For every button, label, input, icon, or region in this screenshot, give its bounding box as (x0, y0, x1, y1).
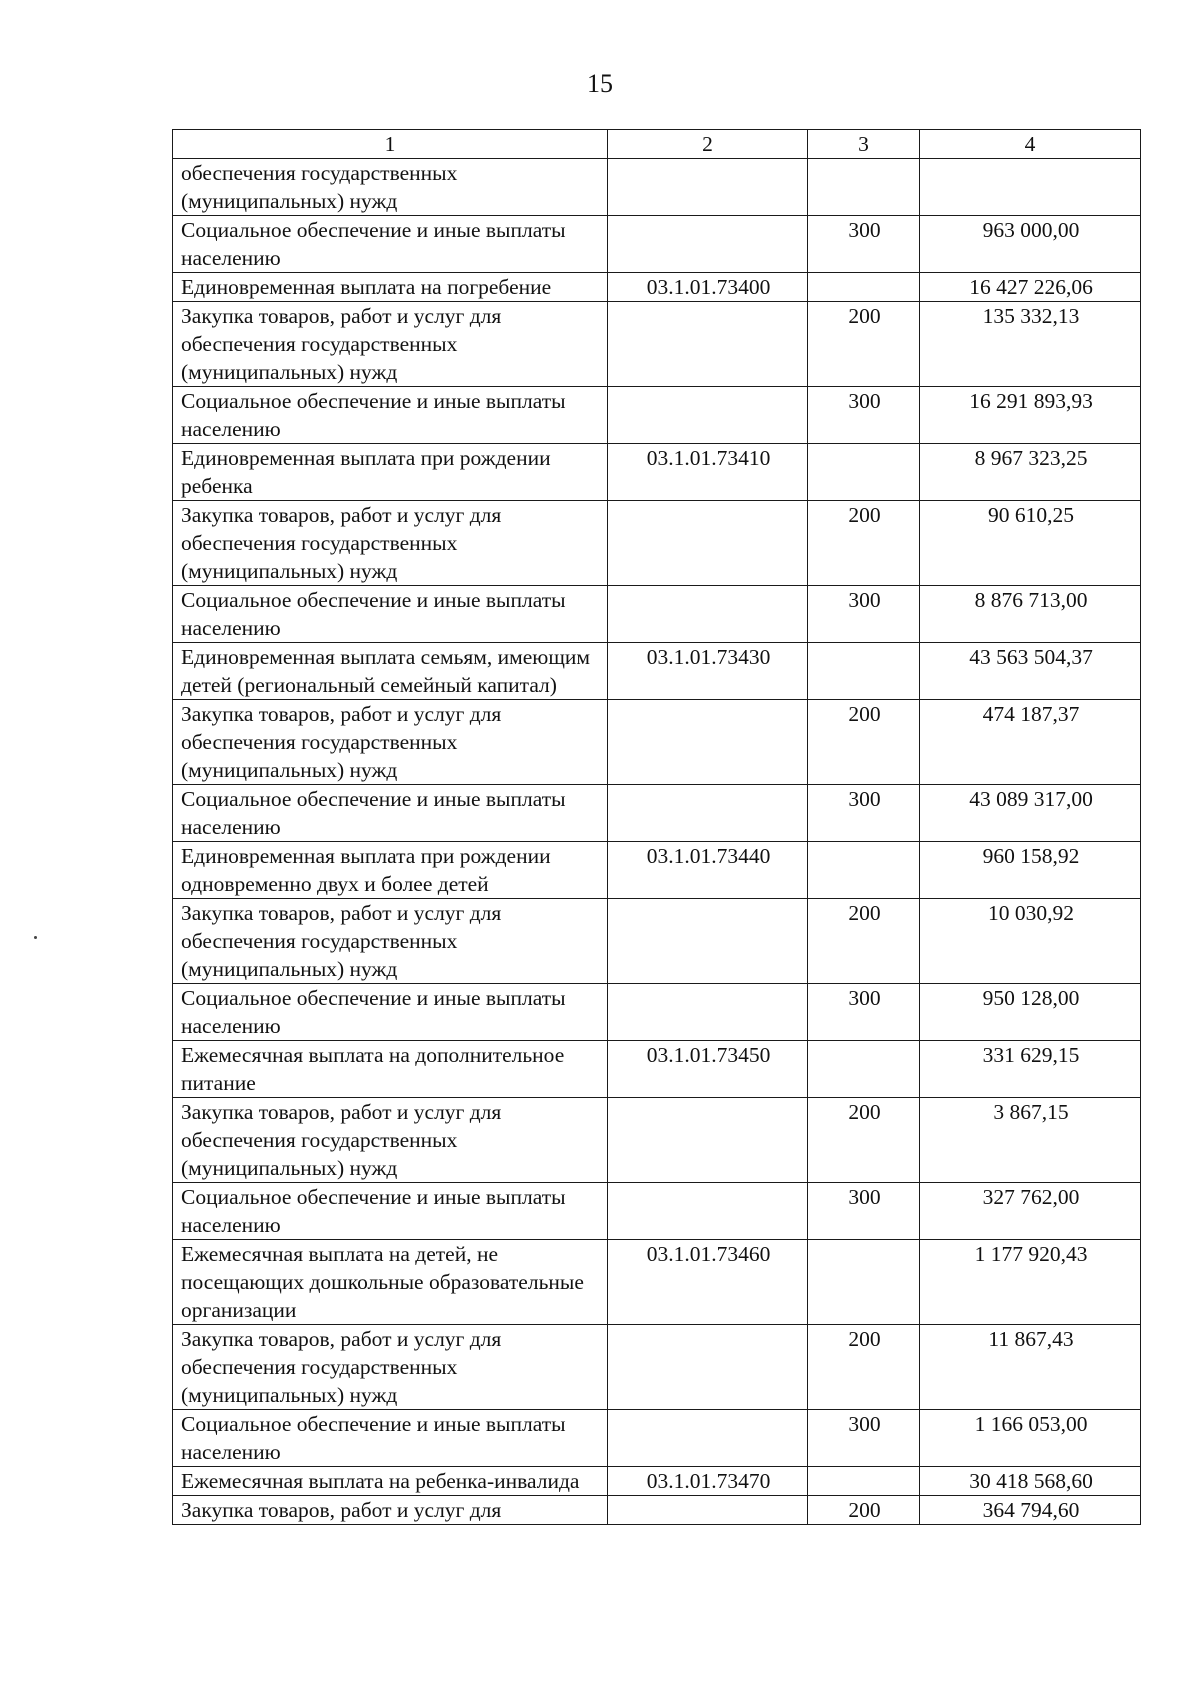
expense-type-code (808, 643, 920, 700)
table-row (173, 899, 1141, 984)
expense-type-code: 200 (808, 302, 920, 387)
table-row (173, 1410, 1141, 1467)
budget-code (608, 1183, 808, 1240)
column-header: 3 (808, 130, 920, 159)
expense-name: Социальное обеспечение и иные выплаты населению (173, 1183, 608, 1240)
page-number: 15 (587, 69, 613, 98)
expense-name: Закупка товаров, работ и услуг для обеспечения государственных (муниципальных) нужд (173, 700, 608, 785)
column-header: 2 (608, 130, 808, 159)
expense-type-code: 300 (808, 1183, 920, 1240)
amount: 1 166 053,00 (920, 1410, 1141, 1467)
expense-name: Социальное обеспечение и иные выплаты населению (173, 1410, 608, 1467)
expense-name: Закупка товаров, работ и услуг для обеспечения государственных (муниципальных) нужд (173, 1098, 608, 1183)
budget-code (608, 1496, 808, 1525)
expense-type-code: 200 (808, 1496, 920, 1525)
expense-name: обеспечения государственных (муниципальных) нужд (173, 159, 608, 216)
expense-name: Ежемесячная выплата на ребенка-инвалида (173, 1467, 608, 1496)
amount: 43 563 504,37 (920, 643, 1141, 700)
expense-type-code: 200 (808, 700, 920, 785)
expense-name: Ежемесячная выплата на детей, не посещающих дошкольные образовательные организации (173, 1240, 608, 1325)
table-row (173, 1496, 1141, 1525)
expense-name: Единовременная выплата семьям, имеющим детей (региональный семейный капитал) (173, 643, 608, 700)
expense-name: Закупка товаров, работ и услуг для (173, 1496, 608, 1525)
budget-code: 03.1.01.73430 (608, 643, 808, 700)
table-row (173, 586, 1141, 643)
expense-type-code: 300 (808, 387, 920, 444)
expense-type-code: 300 (808, 586, 920, 643)
budget-code (608, 302, 808, 387)
table-row (173, 984, 1141, 1041)
expense-type-code: 300 (808, 216, 920, 273)
expense-name: Закупка товаров, работ и услуг для обеспечения государственных (муниципальных) нужд (173, 899, 608, 984)
budget-code: 03.1.01.73450 (608, 1041, 808, 1098)
amount: 11 867,43 (920, 1325, 1141, 1410)
table-row (173, 387, 1141, 444)
budget-code (608, 586, 808, 643)
expense-type-code: 200 (808, 1325, 920, 1410)
table-row (173, 1098, 1141, 1183)
amount: 43 089 317,00 (920, 785, 1141, 842)
budget-code (608, 1325, 808, 1410)
amount: 364 794,60 (920, 1496, 1141, 1525)
budget-code (608, 501, 808, 586)
expense-type-code: 300 (808, 785, 920, 842)
budget-code: 03.1.01.73460 (608, 1240, 808, 1325)
budget-code: 03.1.01.73410 (608, 444, 808, 501)
budget-code (608, 700, 808, 785)
table-row (173, 842, 1141, 899)
amount: 90 610,25 (920, 501, 1141, 586)
expense-name: Закупка товаров, работ и услуг для обеспечения государственных (муниципальных) нужд (173, 1325, 608, 1410)
expense-name: Единовременная выплата при рождении ребенка (173, 444, 608, 501)
amount: 3 867,15 (920, 1098, 1141, 1183)
budget-code: 03.1.01.73470 (608, 1467, 808, 1496)
expense-type-code (808, 159, 920, 216)
table-row (173, 501, 1141, 586)
expense-name: Ежемесячная выплата на дополнительное питание (173, 1041, 608, 1098)
table-row (173, 1240, 1141, 1325)
expense-name: Единовременная выплата при рождении одновременно двух и более детей (173, 842, 608, 899)
expense-name: Социальное обеспечение и иные выплаты населению (173, 387, 608, 444)
table-row (173, 444, 1141, 501)
table-row (173, 216, 1141, 273)
column-header: 1 (173, 130, 608, 159)
budget-code (608, 785, 808, 842)
expense-type-code (808, 444, 920, 501)
table-row (173, 1325, 1141, 1410)
amount: 135 332,13 (920, 302, 1141, 387)
expense-type-code: 200 (808, 501, 920, 586)
expense-name: Закупка товаров, работ и услуг для обеспечения государственных (муниципальных) нужд (173, 501, 608, 586)
expense-name: Социальное обеспечение и иные выплаты населению (173, 586, 608, 643)
table-row (173, 273, 1141, 302)
expense-name: Социальное обеспечение и иные выплаты населению (173, 216, 608, 273)
table-row (173, 302, 1141, 387)
expense-type-code (808, 842, 920, 899)
budget-code (608, 387, 808, 444)
expense-name: Закупка товаров, работ и услуг для обеспечения государственных (муниципальных) нужд (173, 302, 608, 387)
amount: 16 291 893,93 (920, 387, 1141, 444)
budget-table (172, 129, 1141, 1525)
amount: 963 000,00 (920, 216, 1141, 273)
table-row (173, 159, 1141, 216)
table-row (173, 1041, 1141, 1098)
expense-name: Социальное обеспечение и иные выплаты населению (173, 984, 608, 1041)
expense-type-code: 300 (808, 1410, 920, 1467)
scan-speck (34, 936, 37, 939)
expense-name: Социальное обеспечение и иные выплаты населению (173, 785, 608, 842)
amount: 1 177 920,43 (920, 1240, 1141, 1325)
amount: 8 967 323,25 (920, 444, 1141, 501)
table-row (173, 700, 1141, 785)
amount: 331 629,15 (920, 1041, 1141, 1098)
table-row (173, 1467, 1141, 1496)
expense-type-code (808, 273, 920, 302)
budget-code (608, 216, 808, 273)
expense-name: Единовременная выплата на погребение (173, 273, 608, 302)
table-row (173, 785, 1141, 842)
amount: 960 158,92 (920, 842, 1141, 899)
table-header-row (173, 130, 1141, 159)
column-header: 4 (920, 130, 1141, 159)
expense-type-code: 200 (808, 1098, 920, 1183)
budget-code (608, 1410, 808, 1467)
budget-code: 03.1.01.73440 (608, 842, 808, 899)
expense-type-code: 300 (808, 984, 920, 1041)
expense-type-code (808, 1467, 920, 1496)
amount: 8 876 713,00 (920, 586, 1141, 643)
amount: 474 187,37 (920, 700, 1141, 785)
expense-type-code (808, 1240, 920, 1325)
expense-type-code (808, 1041, 920, 1098)
amount: 327 762,00 (920, 1183, 1141, 1240)
amount: 950 128,00 (920, 984, 1141, 1041)
table-row (173, 643, 1141, 700)
expense-type-code: 200 (808, 899, 920, 984)
amount: 30 418 568,60 (920, 1467, 1141, 1496)
amount: 16 427 226,06 (920, 273, 1141, 302)
budget-code (608, 899, 808, 984)
amount (920, 159, 1141, 216)
amount: 10 030,92 (920, 899, 1141, 984)
table-row (173, 1183, 1141, 1240)
budget-code: 03.1.01.73400 (608, 273, 808, 302)
budget-code (608, 984, 808, 1041)
budget-code (608, 1098, 808, 1183)
budget-code (608, 159, 808, 216)
